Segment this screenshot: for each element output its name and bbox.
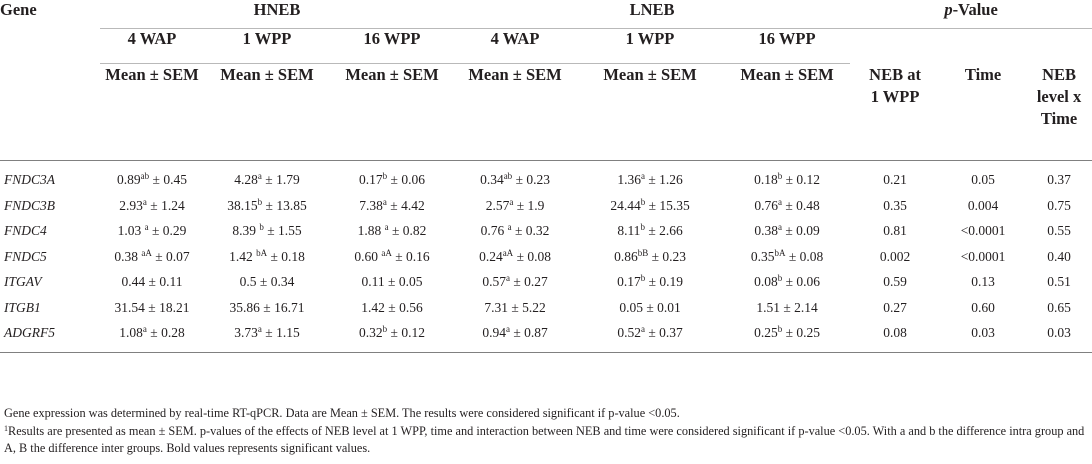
gene-name: FNDC4 bbox=[4, 223, 47, 238]
header-row-stats bbox=[0, 64, 1092, 161]
mean-sem-cell bbox=[100, 320, 204, 352]
group-header-pvalue bbox=[850, 0, 1092, 29]
mean-value: 4.28 bbox=[234, 172, 258, 187]
mean-sem-cell bbox=[204, 218, 330, 244]
significance-letter: b bbox=[257, 196, 263, 207]
sem-value: ± 0.28 bbox=[146, 325, 185, 340]
significance-letter: bA bbox=[774, 247, 786, 258]
stat-header: Mean ± SEM bbox=[100, 64, 204, 161]
mean-sem-cell bbox=[454, 295, 576, 321]
pvalue-p-letter: p bbox=[944, 0, 953, 19]
mean-sem-cell bbox=[330, 269, 454, 295]
group-header-hneb: HNEB bbox=[100, 0, 454, 29]
mean-value: 31.54 bbox=[114, 299, 145, 315]
mean-sem-cell bbox=[204, 295, 330, 321]
gene-name: FNDC3A bbox=[4, 172, 56, 187]
mean-value: 0.94 bbox=[482, 325, 506, 340]
mean-value: 2.93 bbox=[119, 197, 143, 213]
mean-value: 7.31 bbox=[484, 299, 508, 315]
mean-value: 24.44 bbox=[610, 197, 641, 213]
mean-sem-cell bbox=[100, 161, 204, 193]
mean-sem-cell bbox=[724, 295, 850, 321]
sem-value: ± 1.15 bbox=[261, 325, 300, 340]
significance-letter: a bbox=[257, 171, 262, 181]
significance-letter: aA bbox=[502, 247, 514, 258]
mean-sem-cell bbox=[724, 269, 850, 295]
p-value-cell: 0.004 bbox=[967, 197, 999, 213]
stat-header: Mean ± SEM bbox=[330, 64, 454, 161]
sem-value: ± 0.11 bbox=[145, 274, 183, 289]
p-value-cell: 0.40 bbox=[1047, 248, 1071, 264]
table-body bbox=[0, 161, 1092, 353]
sem-value: ± 0.12 bbox=[782, 172, 820, 187]
sem-value: ± 2.66 bbox=[644, 223, 683, 238]
mean-value: 0.25 bbox=[754, 325, 778, 340]
mean-sem-cell bbox=[204, 244, 330, 270]
sem-value: ± 16.71 bbox=[259, 299, 305, 315]
header-spacer bbox=[850, 29, 940, 64]
p-value-cell: 0.51 bbox=[1047, 274, 1071, 289]
p-value-cell: 0.60 bbox=[971, 299, 995, 315]
timepoint-header: 4 WAP bbox=[100, 29, 204, 64]
mean-value: 0.32 bbox=[359, 325, 383, 340]
significance-letter: ab bbox=[503, 171, 513, 181]
sem-value: ± 5.22 bbox=[507, 299, 546, 315]
mean-sem-cell bbox=[100, 244, 204, 270]
stat-header: Mean ± SEM bbox=[454, 64, 576, 161]
p-value-cell: 0.81 bbox=[883, 223, 907, 238]
mean-value: 0.11 bbox=[361, 274, 385, 289]
p-value-cell: 0.13 bbox=[971, 274, 995, 289]
footnote-2 bbox=[4, 423, 1088, 458]
mean-value: 0.17 bbox=[617, 274, 641, 289]
mean-value: 38.15 bbox=[227, 197, 258, 213]
sem-value: ± 0.16 bbox=[391, 248, 430, 264]
mean-sem-cell bbox=[454, 320, 576, 352]
significance-letter: a bbox=[382, 196, 387, 207]
header-spacer bbox=[1026, 29, 1092, 64]
mean-value: 0.57 bbox=[482, 274, 506, 289]
mean-sem-cell bbox=[454, 161, 576, 193]
significance-letter: bA bbox=[256, 247, 268, 258]
sem-value: ± 0.23 bbox=[648, 248, 686, 264]
mean-value: 1.08 bbox=[119, 325, 143, 340]
mean-value: 0.05 bbox=[619, 299, 643, 315]
mean-value: 0.34 bbox=[480, 172, 504, 187]
mean-sem-cell bbox=[576, 269, 724, 295]
mean-sem-cell bbox=[724, 161, 850, 193]
pval-header-neb-1wpp: NEB at 1 WPP bbox=[850, 64, 940, 161]
significance-letter: a bbox=[505, 324, 510, 334]
mean-sem-cell bbox=[100, 295, 204, 321]
significance-letter: a bbox=[640, 324, 645, 334]
mean-sem-cell bbox=[454, 244, 576, 270]
sem-value: ± 15.35 bbox=[645, 197, 690, 213]
table-footnotes bbox=[4, 405, 1088, 458]
significance-letter: a bbox=[142, 196, 147, 207]
timepoint-header: 16 WPP bbox=[724, 29, 850, 64]
sem-value: ± 0.06 bbox=[782, 274, 820, 289]
mean-value: 8.39 bbox=[232, 223, 260, 238]
p-value-cell: 0.35 bbox=[883, 197, 907, 213]
mean-value: 1.51 bbox=[756, 299, 780, 315]
significance-letter: a bbox=[777, 196, 782, 207]
sem-value: ± 0.08 bbox=[513, 248, 551, 264]
significance-letter: a bbox=[507, 222, 512, 232]
significance-letter: bB bbox=[637, 247, 649, 258]
group-header-lneb: LNEB bbox=[454, 0, 850, 29]
mean-value: 0.86 bbox=[614, 248, 638, 264]
mean-value: 0.76 bbox=[754, 197, 778, 213]
p-value-cell: 0.03 bbox=[940, 320, 1026, 352]
p-value-cell: 0.08 bbox=[850, 320, 940, 352]
mean-sem-cell bbox=[330, 218, 454, 244]
timepoint-header: 4 WAP bbox=[454, 29, 576, 64]
mean-value: 7.38 bbox=[359, 197, 383, 213]
p-value-cell: <0.0001 bbox=[960, 223, 1006, 238]
timepoint-header: 1 WPP bbox=[204, 29, 330, 64]
sem-value: ± 0.48 bbox=[781, 197, 820, 213]
mean-value: 2.57 bbox=[485, 197, 510, 213]
mean-sem-cell bbox=[454, 218, 576, 244]
mean-sem-cell bbox=[724, 244, 850, 270]
sem-value: ± 1.79 bbox=[261, 172, 300, 187]
mean-value: 1.42 bbox=[229, 248, 257, 264]
table-row bbox=[0, 244, 1092, 270]
mean-value: 0.60 bbox=[354, 248, 382, 264]
sem-value: ± 1.9 bbox=[513, 197, 545, 213]
significance-letter: b bbox=[382, 324, 388, 334]
table-row bbox=[0, 269, 1092, 295]
mean-sem-cell bbox=[100, 269, 204, 295]
gene-column-header: Gene bbox=[0, 0, 37, 19]
table-row bbox=[0, 218, 1092, 244]
gene-name: FNDC5 bbox=[4, 248, 47, 264]
significance-letter: a bbox=[142, 324, 147, 334]
significance-letter: aA bbox=[141, 247, 152, 258]
significance-letter: a bbox=[505, 273, 510, 283]
p-value-cell: 0.55 bbox=[1047, 223, 1071, 238]
sem-value: ± 0.09 bbox=[781, 223, 820, 238]
table-row bbox=[0, 193, 1092, 219]
mean-sem-cell bbox=[576, 295, 724, 321]
sem-value: ± 0.34 bbox=[256, 274, 295, 289]
mean-sem-cell bbox=[100, 218, 204, 244]
mean-sem-cell bbox=[204, 193, 330, 219]
header-spacer bbox=[940, 29, 1026, 64]
mean-sem-cell bbox=[204, 320, 330, 352]
significance-letter: b bbox=[259, 222, 264, 232]
significance-letter: a bbox=[640, 171, 645, 181]
sem-value: ± 1.26 bbox=[644, 172, 683, 187]
mean-value: 3.73 bbox=[234, 325, 258, 340]
sem-value: ± 0.27 bbox=[509, 274, 548, 289]
significance-letter: a bbox=[384, 222, 389, 232]
mean-sem-cell bbox=[204, 269, 330, 295]
mean-value: 0.76 bbox=[480, 223, 508, 238]
header-spacer bbox=[0, 29, 100, 64]
mean-sem-cell bbox=[330, 244, 454, 270]
sem-value: ± 0.37 bbox=[644, 325, 683, 340]
mean-value: 0.89 bbox=[117, 172, 141, 187]
mean-sem-cell bbox=[454, 269, 576, 295]
mean-sem-cell bbox=[576, 218, 724, 244]
mean-sem-cell bbox=[204, 161, 330, 193]
mean-value: 0.5 bbox=[239, 274, 257, 289]
sem-value: ± 0.82 bbox=[388, 223, 427, 238]
sem-value: ± 4.42 bbox=[386, 197, 425, 213]
gene-name: ITGAV bbox=[4, 274, 42, 289]
mean-sem-cell bbox=[100, 193, 204, 219]
sem-value: ± 0.06 bbox=[387, 172, 425, 187]
mean-sem-cell bbox=[454, 193, 576, 219]
sem-value: ± 0.23 bbox=[512, 172, 550, 187]
p-value-cell: <0.0001 bbox=[960, 248, 1006, 264]
mean-value: 0.44 bbox=[121, 274, 146, 289]
header-row-groups bbox=[0, 0, 1092, 29]
mean-sem-cell bbox=[330, 320, 454, 352]
mean-value: 1.36 bbox=[617, 172, 641, 187]
sem-value: ± 1.55 bbox=[263, 223, 302, 238]
sem-value: ± 0.05 bbox=[384, 274, 423, 289]
stat-header: Mean ± SEM bbox=[724, 64, 850, 161]
mean-sem-cell bbox=[330, 295, 454, 321]
table-row bbox=[0, 295, 1092, 321]
mean-sem-cell bbox=[724, 320, 850, 352]
mean-value: 0.35 bbox=[750, 248, 775, 264]
p-value-cell: 0.27 bbox=[883, 299, 907, 315]
mean-value: 8.11 bbox=[617, 223, 641, 238]
sem-value: ± 0.29 bbox=[148, 223, 187, 238]
sem-value: ± 0.32 bbox=[511, 223, 550, 238]
timepoint-header: 16 WPP bbox=[330, 29, 454, 64]
gene-name: ITGB1 bbox=[4, 299, 41, 315]
stat-header: Mean ± SEM bbox=[204, 64, 330, 161]
sem-value: ± 0.19 bbox=[645, 274, 683, 289]
sem-value: ± 1.24 bbox=[146, 197, 185, 213]
p-value-cell: 0.002 bbox=[879, 248, 911, 264]
timepoint-header: 1 WPP bbox=[576, 29, 724, 64]
footnote-2-marker: 1 bbox=[4, 423, 8, 433]
sem-value: ± 0.08 bbox=[785, 248, 824, 264]
mean-value: 0.18 bbox=[754, 172, 778, 187]
p-value-cell: 0.59 bbox=[883, 274, 907, 289]
significance-letter: a bbox=[509, 196, 514, 207]
p-value-cell: 0.75 bbox=[1047, 197, 1071, 213]
p-value-cell: 0.21 bbox=[883, 172, 907, 187]
gene-name: FNDC3B bbox=[4, 197, 56, 213]
pval-header-interaction: NEB level x Time bbox=[1026, 64, 1092, 161]
pvalue-suffix: -Value bbox=[952, 0, 998, 19]
gene-name: ADGRF5 bbox=[0, 320, 100, 352]
table-row bbox=[0, 161, 1092, 193]
significance-letter: b bbox=[640, 273, 646, 283]
mean-sem-cell bbox=[576, 320, 724, 352]
sem-value: ± 0.25 bbox=[782, 325, 820, 340]
stat-header: Mean ± SEM bbox=[576, 64, 724, 161]
significance-letter: a bbox=[777, 222, 782, 232]
table-row bbox=[0, 320, 1092, 352]
footnote-2-text: Results are presented as mean ± SEM. p-values of the effects of NEB level at 1 WPP, time and interaction between NEB and time were considered significant if p-value <0.05. With a and b the difference intra group and A, B the difference inter groups. Bold values represents significant values. bbox=[4, 423, 1085, 455]
mean-sem-cell bbox=[576, 193, 724, 219]
mean-value: 0.38 bbox=[114, 248, 142, 264]
sem-value: ± 13.85 bbox=[262, 197, 307, 213]
sem-value: ± 18.21 bbox=[144, 299, 190, 315]
sem-value: ± 0.18 bbox=[267, 248, 305, 264]
sem-value: ± 2.14 bbox=[779, 299, 818, 315]
significance-letter: b bbox=[640, 222, 645, 232]
significance-letter: ab bbox=[140, 171, 150, 181]
significance-letter: b bbox=[777, 273, 783, 283]
p-value-cell: 0.65 bbox=[1047, 299, 1071, 315]
mean-value: 35.86 bbox=[229, 299, 260, 315]
mean-sem-cell bbox=[330, 193, 454, 219]
pval-header-time: Time bbox=[940, 64, 1026, 161]
mean-value: 1.42 bbox=[361, 299, 385, 315]
significance-letter: b bbox=[640, 196, 646, 207]
sem-value: ± 0.07 bbox=[151, 248, 190, 264]
mean-value: 0.52 bbox=[617, 325, 641, 340]
significance-letter: b bbox=[777, 171, 783, 181]
sem-value: ± 0.87 bbox=[509, 325, 548, 340]
significance-letter: aA bbox=[381, 247, 392, 258]
mean-value: 0.38 bbox=[754, 223, 778, 238]
sem-value: ± 0.56 bbox=[384, 299, 423, 315]
p-value-cell: 0.03 bbox=[1026, 320, 1092, 352]
mean-sem-cell bbox=[724, 193, 850, 219]
header-row-timepoints bbox=[0, 29, 1092, 64]
mean-value: 0.08 bbox=[754, 274, 778, 289]
significance-letter: b bbox=[777, 324, 783, 334]
significance-letter: b bbox=[382, 171, 388, 181]
sem-value: ± 0.12 bbox=[387, 325, 425, 340]
mean-value: 1.03 bbox=[117, 223, 145, 238]
sem-value: ± 0.01 bbox=[642, 299, 681, 315]
footnote-1: Gene expression was determined by real-time RT-qPCR. Data are Mean ± SEM. The results were considered significant if p-value <0.05. bbox=[4, 406, 680, 420]
mean-value: 0.24 bbox=[479, 248, 503, 264]
p-value-cell: 0.05 bbox=[971, 172, 995, 187]
mean-sem-cell bbox=[724, 218, 850, 244]
p-value-cell: 0.37 bbox=[1047, 172, 1071, 187]
significance-letter: a bbox=[144, 222, 149, 232]
mean-sem-cell bbox=[576, 161, 724, 193]
mean-value: 1.88 bbox=[357, 223, 385, 238]
mean-sem-cell bbox=[576, 244, 724, 270]
header-spacer bbox=[0, 64, 100, 161]
significance-letter: a bbox=[257, 324, 262, 334]
sem-value: ± 0.45 bbox=[149, 172, 187, 187]
mean-value: 0.17 bbox=[359, 172, 383, 187]
mean-sem-cell bbox=[330, 161, 454, 193]
